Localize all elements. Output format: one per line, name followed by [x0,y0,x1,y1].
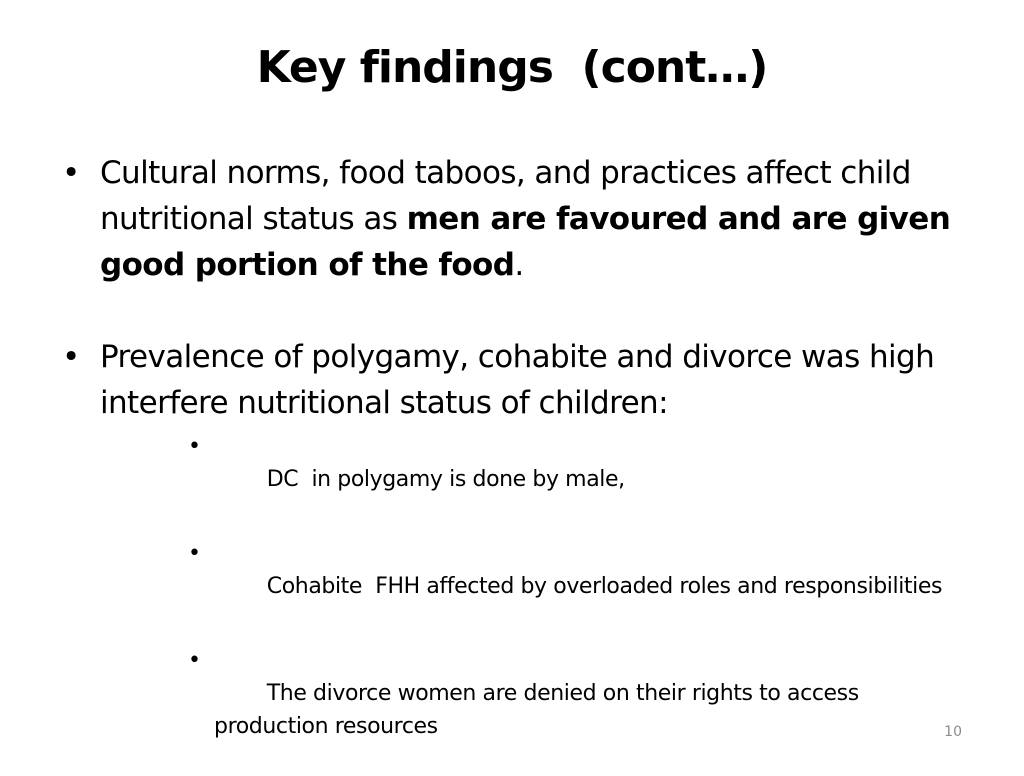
sub-bullet-cohabite [188,537,962,636]
sub-bullet-text: DC in polygamy is done by male, [266,467,625,492]
sub-bullet-list [100,430,962,776]
slide-title: Key findings (cont…) [256,42,768,93]
sub-bullet-marker: • [188,541,201,566]
bullet-cultural-norms [62,150,962,288]
sub-bullet-marker: • [188,648,201,673]
bullet-text-end: . [514,247,524,283]
bullet-text: Cultural norms, food taboos, and practices affect child nutritional status as [100,155,911,237]
bullet-list [62,150,962,776]
sub-bullet-dc [188,430,962,529]
bullet-bold-text: men are favoured and are given good portion of the food [100,201,951,283]
bullet-text: Prevalence of polygamy, cohabite and divorce was high interfere nutritional status of children: [100,339,935,421]
bullet-marker: • [62,339,80,375]
page-number: 10 [944,724,962,740]
sub-bullet-text: Cohabite FHH affected by overloaded roles and responsibilities [266,574,943,599]
sub-bullet-text: The divorce women are denied on their rights to access production resources [214,681,866,739]
sub-bullet-marker: • [188,434,201,459]
sub-bullet-divorce [188,644,962,776]
bullet-marker: • [62,155,80,191]
bullet-prevalence [62,334,962,776]
